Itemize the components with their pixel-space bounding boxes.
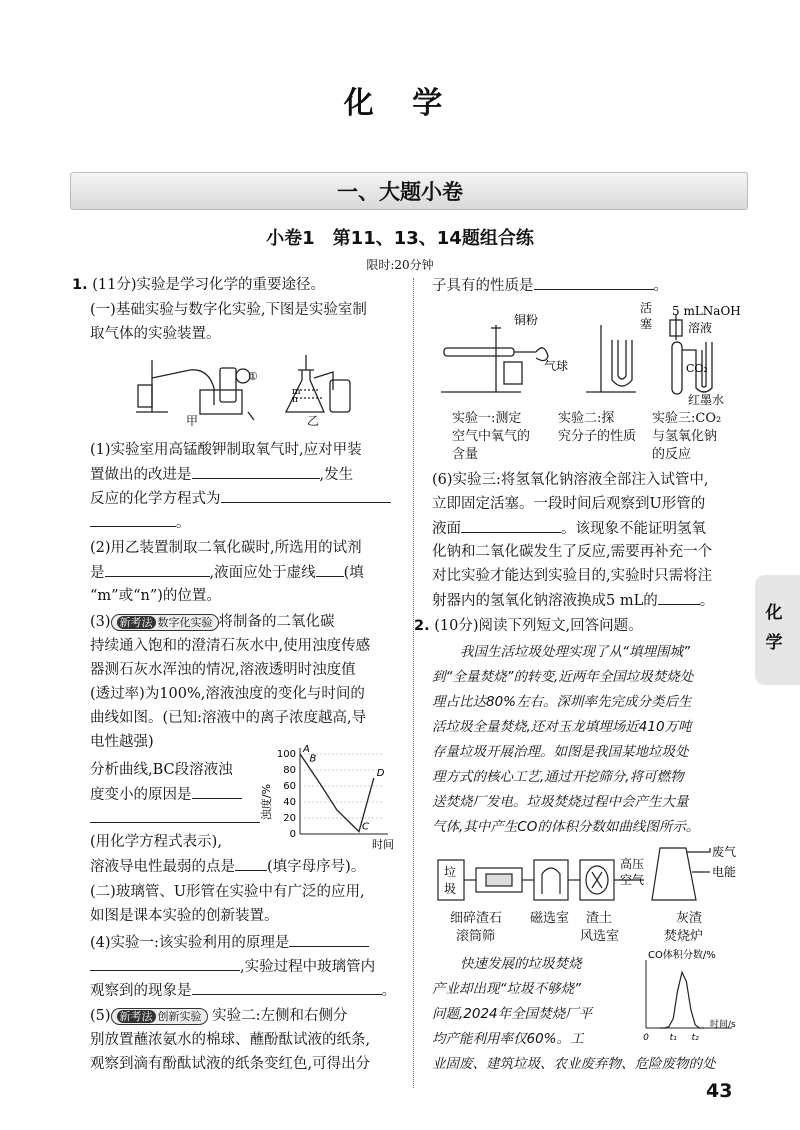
q1-s3-d: (透过率)为100%,溶液浊度的变化与时间的	[90, 686, 365, 702]
fig2-naoh-b: 溶液	[688, 321, 713, 335]
page-number: 43	[706, 1080, 733, 1102]
answer-blank[interactable]	[105, 562, 210, 577]
exp3-caption-b: 与氢氧化钠	[652, 429, 718, 444]
q1-s6-b: 立即固定活塞。一段时间后观察到U形管的	[432, 496, 706, 512]
q1-s6-a: (6)实验三:将氢氧化钠溶液全部注入试管中,	[432, 472, 709, 488]
q1-s5-c: 观察到滴有酚酞试液的纸条变红色,可得出分	[90, 1056, 371, 1072]
q1-s3-j-line: 溶液导电性最弱的点是 (填字母序号)。	[90, 856, 365, 877]
exp1-caption-b: 空气中氧气的	[452, 429, 531, 444]
fig2-copper-label: 铜粉	[514, 313, 539, 327]
q2-stem-line	[414, 616, 643, 636]
answer-blank[interactable]	[90, 956, 240, 971]
q1-s1-b-line: 置做出的改进是 ,发生	[90, 464, 353, 485]
q1-s3-h-line: 度变小的原因是	[90, 784, 242, 805]
exp1-caption-c: 含量	[452, 447, 479, 462]
q2-stem: (10分)阅读下列短文,回答问题。	[434, 618, 643, 634]
q2-passage-13: 业固废、建筑垃圾、农业废弃物、危险废物的处	[432, 1056, 716, 1072]
q1-stem-line	[72, 275, 325, 295]
point-label-a: A	[303, 744, 310, 755]
q1-s3-h2-line	[90, 808, 260, 829]
sub-title: 小卷1 第11、13、14题组合练	[266, 228, 534, 249]
innovation-experiments-figure	[436, 300, 748, 408]
fig-label-circle1: ①	[248, 370, 258, 383]
time-limit: 限时:20分钟	[366, 258, 434, 272]
q1-s4-b-line: ,实验过程中玻璃管内	[90, 956, 375, 977]
x-tick-label: t₂	[691, 1033, 699, 1043]
q1-s1-d-line: 。	[90, 512, 191, 533]
flow-caption-2: 磁选室	[530, 911, 570, 926]
turbidity-curve	[300, 754, 374, 832]
answer-blank[interactable]	[461, 518, 561, 533]
answer-blank[interactable]	[192, 464, 320, 479]
flow-caption-4b: 焚烧炉	[664, 929, 704, 944]
q2-passage-12: 均产能利用率仅60%。工	[432, 1031, 584, 1047]
flow-air-a: 高压	[620, 857, 645, 871]
flow-caption-1a: 细碎渣石	[450, 911, 503, 926]
q2-passage-7: 送焚烧厂发电。垃圾焚烧过程中会产生大量	[432, 794, 689, 810]
q1-s3-f: 电性越强)	[90, 734, 154, 750]
q1-s3-b: 持续通入饱和的澄清石灰水中,使用浊度传感	[90, 638, 371, 654]
answer-blank[interactable]	[658, 590, 700, 605]
point-label-b: B	[309, 753, 317, 765]
q1-s3-a-line: (3) 新考法 数字化实验 将制备的二氧化碳	[90, 614, 335, 630]
new-method-tag: 新考法 创新实验	[111, 1008, 208, 1025]
gas-apparatus-figure	[128, 350, 378, 435]
fig-label-n: n	[292, 395, 298, 405]
q1-s5-a-line: (5) 新考法 创新实验 实验二:左侧和右侧分	[90, 1008, 348, 1024]
q1-s2-b-line: 是 ,液面应处于虚线 (填	[90, 562, 364, 583]
q1-s3-e: 曲线如图。(已知:溶液中的离子浓度越高,导	[90, 710, 367, 726]
flow-garbage-b: 圾	[444, 882, 457, 896]
q1-part1-a: (一)基础实验与数字化实验,下图是实验室制	[90, 302, 367, 318]
q2-passage-1: 我国生活垃圾处理实现了从“填埋围城”	[460, 644, 690, 660]
q2-passage-5: 存量垃圾开展治理。如图是我国某地垃圾处	[432, 744, 689, 760]
q1-part2-b: 如图是课本实验的创新装置。	[90, 908, 279, 924]
q1-s4-c-line: 观察到的现象是 。	[90, 980, 396, 1001]
y-tick-label: 60	[283, 781, 296, 792]
y-axis-label: 浊度/%	[260, 783, 273, 821]
exp2-caption-a: 实验二:探	[558, 411, 615, 426]
y-tick-label: 40	[283, 797, 296, 808]
q2-passage-9: 快速发展的垃圾焚烧	[460, 956, 582, 972]
flow-waste-gas: 废气	[712, 845, 737, 859]
answer-blank[interactable]	[221, 488, 391, 503]
q1-s5-b: 别放置蘸浓氨水的棉球、蘸酚酞试液的纸条,	[90, 1032, 371, 1048]
turbidity-chart	[262, 742, 407, 854]
fig-label-jia: 甲	[186, 414, 199, 428]
answer-blank[interactable]	[192, 980, 382, 995]
q1-s3-c: 器测石灰水浑浊的情况,溶液透明时浊度值	[90, 662, 356, 678]
flow-power: 电能	[712, 865, 737, 879]
point-label-c: C	[362, 821, 370, 833]
fig2-balloon-label: 气球	[544, 359, 569, 373]
x-tick-label: t₁	[669, 1033, 677, 1043]
q1-part2-a: (二)玻璃管、U形管在实验中有广泛的应用,	[90, 884, 365, 900]
flow-air-b: 空气	[620, 873, 645, 887]
answer-blank[interactable]	[90, 512, 176, 527]
flow-caption-1b: 滚筒筛	[456, 929, 496, 944]
exp3-caption-c: 的反应	[652, 447, 692, 462]
answer-blank[interactable]	[289, 932, 369, 947]
x-axis-label: 时间	[372, 838, 394, 851]
q1-s3-i: (用化学方程式表示),	[90, 834, 222, 850]
co-curve	[660, 972, 704, 1028]
y-tick-label: 100	[276, 749, 296, 760]
q1-s6-d: 化钠和二氧化碳发生了反应,需要再补充一个	[432, 544, 713, 560]
answer-blank[interactable]	[192, 784, 242, 799]
q1-part1-b: 取气体的实验装置。	[90, 326, 221, 342]
subject-title: 化 学	[343, 86, 457, 121]
fig2-plug-b: 塞	[640, 317, 653, 331]
q2-passage-8: 气体,其中产生CO的体积分数如曲线图所示。	[432, 819, 700, 835]
flow-caption-4a: 灰渣	[676, 911, 703, 926]
fig2-plug-a: 活	[640, 301, 653, 315]
fig2-co2: CO₂	[686, 362, 708, 375]
flow-garbage-a: 垃	[444, 865, 457, 879]
exp2-caption-b: 究分子的性质	[558, 429, 637, 444]
exp1-caption-a: 实验一:测定	[452, 411, 522, 426]
fig2-ink: 红墨水	[688, 393, 725, 407]
fig-label-yi: 乙	[307, 414, 320, 428]
answer-blank[interactable]	[235, 856, 267, 871]
q1-stem: (11分)实验是学习化学的重要途径。	[92, 277, 325, 293]
y-axis-label: CO体积分数/%	[648, 950, 716, 961]
y-tick-label: 0	[289, 829, 296, 840]
point-label-d: D	[376, 768, 385, 779]
q1-number: 1.	[72, 277, 88, 293]
q2-passage-6: 理方式的核心工艺,通过开挖筛分,将可燃物	[432, 769, 684, 785]
flow-caption-3b: 风选室	[580, 929, 620, 944]
q1-s3-g: 分析曲线,BC段溶液浊	[90, 762, 233, 778]
q1-s2-c: “m”或“n”)的位置。	[90, 588, 221, 604]
new-method-tag: 新考法 数字化实验	[111, 614, 219, 631]
q2-passage-11: 问题,2024年全国焚烧厂平	[432, 1006, 593, 1022]
y-tick-label: 80	[283, 765, 296, 776]
q2-passage-4: 活垃圾全量焚烧,还对玉龙填埋场近410万吨	[432, 719, 692, 735]
co-volume-chart	[636, 948, 748, 1048]
fig2-naoh-a: 5 mLNaOH	[672, 304, 741, 318]
exp3-caption-a: 实验三:CO₂	[652, 411, 722, 426]
q1-s6-e: 对比实验才能达到实验目的,实验时只需将注	[432, 568, 713, 584]
q1-s2-a: (2)用乙装置制取二氧化碳时,所选用的试剂	[90, 540, 362, 556]
garbage-process-flow	[434, 838, 750, 908]
q2-passage-10: 产业却出现“垃圾不够烧”	[432, 981, 581, 997]
q1-s5-d-line: 子具有的性质是 。	[432, 275, 668, 296]
answer-blank[interactable]	[534, 275, 654, 290]
q2-passage-2: 到“全量焚烧”的转变,近两年全国垃圾焚烧处	[432, 669, 694, 685]
fig-label-m: m	[292, 387, 301, 397]
q1-s1-a: (1)实验室用高锰酸钾制取氧气时,应对甲装	[90, 442, 362, 458]
x-tick-label: 0	[643, 1033, 649, 1043]
q1-s4-a-line: (4)实验一:该实验利用的原理是	[90, 932, 369, 953]
section-banner: 一、大题小卷	[337, 180, 463, 204]
y-tick-label: 20	[283, 813, 296, 824]
flow-caption-3a: 渣土	[586, 911, 613, 926]
q1-s6-c-line: 液面 。该现象不能证明氢氧	[432, 518, 706, 539]
q1-s1-c-line: 反应的化学方程式为	[90, 488, 391, 509]
answer-blank[interactable]	[316, 562, 344, 577]
q1-s6-f-line: 射器内的氢氧化钠溶液换成5 mL的 。	[432, 590, 714, 611]
column-divider	[413, 278, 414, 1088]
q2-number: 2.	[414, 618, 430, 634]
x-axis-label: 时间/s	[710, 1020, 736, 1030]
q2-passage-3: 理占比达80%左右。深圳率先完成分类后生	[432, 694, 692, 710]
answer-blank[interactable]	[90, 808, 260, 823]
side-tab-label: 化 学	[765, 603, 783, 653]
